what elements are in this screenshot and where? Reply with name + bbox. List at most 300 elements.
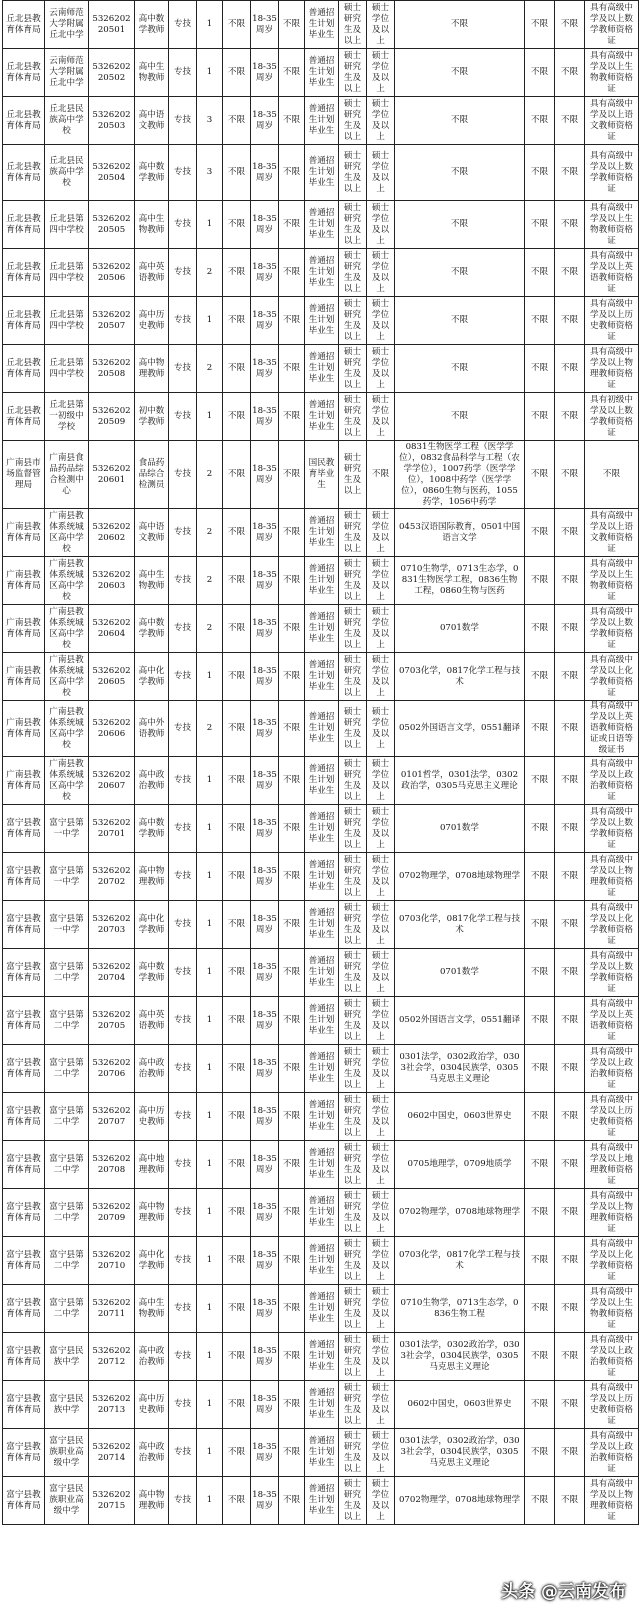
cell-post: 高中数学教师 bbox=[135, 805, 169, 853]
cell-major: 0710生物学，0713生态学，0836生物工程 bbox=[395, 1285, 525, 1333]
cell-political: 不限 bbox=[525, 1, 555, 49]
cell-type: 专技 bbox=[169, 441, 197, 509]
cell-age: 18-35周岁 bbox=[251, 605, 279, 653]
cell-ethnic: 不限 bbox=[223, 509, 251, 557]
cell-edu: 硕士研究生及以上 bbox=[339, 1285, 367, 1333]
cell-degree: 硕士学位及以上 bbox=[367, 1141, 395, 1189]
cell-code: 532620220601 bbox=[89, 441, 135, 509]
cell-edu: 硕士研究生及以上 bbox=[339, 297, 367, 345]
cell-source: 普通招生计划毕业生 bbox=[305, 949, 339, 997]
cell-post: 高中物理教师 bbox=[135, 853, 169, 901]
cell-gender: 不限 bbox=[279, 441, 305, 509]
cell-other: 具有高级中学及以上数学教师资格证 bbox=[585, 1, 639, 49]
cell-dept: 富宁县教育体育局 bbox=[3, 1093, 45, 1141]
cell-major: 不限 bbox=[395, 97, 525, 145]
cell-other: 具有高级中学及以上英语教师资格证 bbox=[585, 997, 639, 1045]
cell-grass: 不限 bbox=[555, 853, 585, 901]
cell-grass: 不限 bbox=[555, 1045, 585, 1093]
cell-gender: 不限 bbox=[279, 201, 305, 249]
cell-other: 具有高级中学及以上政治教师资格证 bbox=[585, 1045, 639, 1093]
cell-gender: 不限 bbox=[279, 345, 305, 393]
cell-other: 具有高级中学及以上英语教师资格证 bbox=[585, 249, 639, 297]
cell-political: 不限 bbox=[525, 1189, 555, 1237]
cell-edu: 硕士研究生及以上 bbox=[339, 1429, 367, 1477]
cell-major: 0301法学，0302政治学，0303社会学，0304民族学，0305马克思主义理论 bbox=[395, 1429, 525, 1477]
cell-source: 普通招生计划毕业生 bbox=[305, 1381, 339, 1429]
cell-dept: 丘北县教育体育局 bbox=[3, 393, 45, 441]
cell-source: 普通招生计划毕业生 bbox=[305, 297, 339, 345]
cell-degree: 硕士学位及以上 bbox=[367, 557, 395, 605]
cell-unit: 富宁县民族职业高级中学 bbox=[45, 1429, 89, 1477]
cell-gender: 不限 bbox=[279, 509, 305, 557]
table-row bbox=[3, 1333, 639, 1381]
cell-unit: 广南县食品药品综合检测中心 bbox=[45, 441, 89, 509]
cell-gender: 不限 bbox=[279, 393, 305, 441]
cell-post: 高中生物教师 bbox=[135, 49, 169, 97]
cell-unit: 富宁县第一中学 bbox=[45, 853, 89, 901]
cell-num: 1 bbox=[197, 1, 223, 49]
table-row bbox=[3, 1, 639, 49]
cell-ethnic: 不限 bbox=[223, 653, 251, 701]
cell-num: 2 bbox=[197, 605, 223, 653]
cell-type: 专技 bbox=[169, 1333, 197, 1381]
cell-num: 1 bbox=[197, 997, 223, 1045]
cell-source: 普通招生计划毕业生 bbox=[305, 605, 339, 653]
cell-unit: 广南县教体系统城区高中学校 bbox=[45, 653, 89, 701]
cell-num: 1 bbox=[197, 901, 223, 949]
cell-major: 0602中国史，0603世界史 bbox=[395, 1093, 525, 1141]
cell-ethnic: 不限 bbox=[223, 701, 251, 757]
cell-ethnic: 不限 bbox=[223, 557, 251, 605]
cell-ethnic: 不限 bbox=[223, 441, 251, 509]
cell-post: 高中政治教师 bbox=[135, 1333, 169, 1381]
cell-gender: 不限 bbox=[279, 1045, 305, 1093]
cell-dept: 广南县教育体育局 bbox=[3, 701, 45, 757]
cell-age: 18-35周岁 bbox=[251, 297, 279, 345]
cell-edu: 硕士研究生及以上 bbox=[339, 441, 367, 509]
cell-major: 0701数学 bbox=[395, 805, 525, 853]
cell-degree: 硕士学位及以上 bbox=[367, 1285, 395, 1333]
cell-num: 1 bbox=[197, 1333, 223, 1381]
cell-ethnic: 不限 bbox=[223, 249, 251, 297]
cell-political: 不限 bbox=[525, 901, 555, 949]
cell-num: 1 bbox=[197, 1381, 223, 1429]
cell-degree: 硕士学位及以上 bbox=[367, 805, 395, 853]
cell-gender: 不限 bbox=[279, 1141, 305, 1189]
cell-political: 不限 bbox=[525, 757, 555, 805]
cell-code: 532620220703 bbox=[89, 901, 135, 949]
cell-edu: 硕士研究生及以上 bbox=[339, 605, 367, 653]
cell-edu: 硕士研究生及以上 bbox=[339, 997, 367, 1045]
cell-major: 不限 bbox=[395, 49, 525, 97]
cell-edu: 硕士研究生及以上 bbox=[339, 249, 367, 297]
cell-grass: 不限 bbox=[555, 949, 585, 997]
cell-major: 不限 bbox=[395, 297, 525, 345]
cell-political: 不限 bbox=[525, 345, 555, 393]
cell-unit: 云南师范大学附属丘北中学 bbox=[45, 1, 89, 49]
cell-gender: 不限 bbox=[279, 805, 305, 853]
cell-type: 专技 bbox=[169, 605, 197, 653]
cell-dept: 富宁县教育体育局 bbox=[3, 1285, 45, 1333]
cell-ethnic: 不限 bbox=[223, 297, 251, 345]
cell-gender: 不限 bbox=[279, 701, 305, 757]
cell-unit: 云南师范大学附属丘北中学 bbox=[45, 49, 89, 97]
cell-unit: 富宁县第二中学 bbox=[45, 1285, 89, 1333]
cell-grass: 不限 bbox=[555, 1093, 585, 1141]
cell-code: 532620220509 bbox=[89, 393, 135, 441]
cell-political: 不限 bbox=[525, 249, 555, 297]
cell-post: 高中历史教师 bbox=[135, 1381, 169, 1429]
cell-source: 普通招生计划毕业生 bbox=[305, 997, 339, 1045]
cell-gender: 不限 bbox=[279, 1093, 305, 1141]
cell-edu: 硕士研究生及以上 bbox=[339, 1333, 367, 1381]
cell-code: 532620220603 bbox=[89, 557, 135, 605]
cell-num: 1 bbox=[197, 393, 223, 441]
cell-dept: 广南县教育体育局 bbox=[3, 557, 45, 605]
cell-degree: 硕士学位及以上 bbox=[367, 509, 395, 557]
cell-code: 532620220706 bbox=[89, 1045, 135, 1093]
cell-grass: 不限 bbox=[555, 297, 585, 345]
cell-other: 具有高级中学及以上政治教师资格证 bbox=[585, 757, 639, 805]
cell-age: 18-35周岁 bbox=[251, 805, 279, 853]
cell-num: 1 bbox=[197, 1045, 223, 1093]
cell-post: 高中化学教师 bbox=[135, 653, 169, 701]
cell-grass: 不限 bbox=[555, 509, 585, 557]
cell-dept: 富宁县教育体育局 bbox=[3, 1141, 45, 1189]
cell-ethnic: 不限 bbox=[223, 145, 251, 201]
cell-unit: 丘北县第四中学校 bbox=[45, 201, 89, 249]
cell-degree: 硕士学位及以上 bbox=[367, 1237, 395, 1285]
cell-age: 18-35周岁 bbox=[251, 145, 279, 201]
cell-political: 不限 bbox=[525, 393, 555, 441]
cell-ethnic: 不限 bbox=[223, 1093, 251, 1141]
cell-major: 0703化学，0817化学工程与技术 bbox=[395, 901, 525, 949]
cell-post: 高中物理教师 bbox=[135, 1477, 169, 1525]
table-row bbox=[3, 1477, 639, 1525]
cell-dept: 丘北县教育体育局 bbox=[3, 145, 45, 201]
cell-age: 18-35周岁 bbox=[251, 653, 279, 701]
cell-edu: 硕士研究生及以上 bbox=[339, 1141, 367, 1189]
cell-age: 18-35周岁 bbox=[251, 1141, 279, 1189]
cell-dept: 富宁县教育体育局 bbox=[3, 1477, 45, 1525]
cell-type: 专技 bbox=[169, 1477, 197, 1525]
cell-edu: 硕士研究生及以上 bbox=[339, 901, 367, 949]
cell-num: 1 bbox=[197, 1141, 223, 1189]
cell-source: 国民教育毕业生 bbox=[305, 441, 339, 509]
cell-code: 532620220602 bbox=[89, 509, 135, 557]
cell-political: 不限 bbox=[525, 1093, 555, 1141]
cell-degree: 硕士学位及以上 bbox=[367, 249, 395, 297]
cell-num: 1 bbox=[197, 1093, 223, 1141]
table-row bbox=[3, 1141, 639, 1189]
cell-political: 不限 bbox=[525, 1045, 555, 1093]
cell-other: 具有高级中学及以上生物教师资格证 bbox=[585, 557, 639, 605]
cell-unit: 富宁县民族中学 bbox=[45, 1333, 89, 1381]
cell-num: 2 bbox=[197, 441, 223, 509]
cell-major: 不限 bbox=[395, 249, 525, 297]
cell-other: 具有高级中学及以上历史教师资格证 bbox=[585, 297, 639, 345]
cell-major: 0702物理学，0708地球物理学 bbox=[395, 1477, 525, 1525]
cell-political: 不限 bbox=[525, 1141, 555, 1189]
cell-code: 532620220713 bbox=[89, 1381, 135, 1429]
cell-grass: 不限 bbox=[555, 1189, 585, 1237]
cell-edu: 硕士研究生及以上 bbox=[339, 1237, 367, 1285]
cell-age: 18-35周岁 bbox=[251, 949, 279, 997]
cell-unit: 广南县教体系统城区高中学校 bbox=[45, 557, 89, 605]
cell-code: 532620220501 bbox=[89, 1, 135, 49]
cell-dept: 富宁县教育体育局 bbox=[3, 1381, 45, 1429]
cell-age: 18-35周岁 bbox=[251, 757, 279, 805]
cell-code: 532620220707 bbox=[89, 1093, 135, 1141]
cell-gender: 不限 bbox=[279, 853, 305, 901]
cell-other: 具有高级中学及以上化学教师资格证 bbox=[585, 901, 639, 949]
cell-source: 普通招生计划毕业生 bbox=[305, 201, 339, 249]
cell-major: 0301法学，0302政治学，0303社会学，0304民族学，0305马克思主义理论 bbox=[395, 1333, 525, 1381]
table-row bbox=[3, 49, 639, 97]
cell-code: 532620220506 bbox=[89, 249, 135, 297]
cell-age: 18-35周岁 bbox=[251, 441, 279, 509]
cell-ethnic: 不限 bbox=[223, 1237, 251, 1285]
cell-code: 532620220708 bbox=[89, 1141, 135, 1189]
cell-num: 1 bbox=[197, 1429, 223, 1477]
cell-dept: 广南县教育体育局 bbox=[3, 509, 45, 557]
cell-unit: 富宁县第一中学 bbox=[45, 901, 89, 949]
cell-type: 专技 bbox=[169, 701, 197, 757]
cell-unit: 丘北县第四中学校 bbox=[45, 249, 89, 297]
cell-unit: 富宁县第二中学 bbox=[45, 1141, 89, 1189]
cell-num: 1 bbox=[197, 949, 223, 997]
cell-unit: 广南县教体系统城区高中学校 bbox=[45, 701, 89, 757]
cell-source: 普通招生计划毕业生 bbox=[305, 853, 339, 901]
cell-source: 普通招生计划毕业生 bbox=[305, 145, 339, 201]
cell-other: 具有高级中学及以上数学教师资格证 bbox=[585, 145, 639, 201]
cell-grass: 不限 bbox=[555, 1477, 585, 1525]
cell-grass: 不限 bbox=[555, 393, 585, 441]
cell-ethnic: 不限 bbox=[223, 853, 251, 901]
cell-source: 普通招生计划毕业生 bbox=[305, 1093, 339, 1141]
cell-other: 具有高级中学及以上数学教师资格证 bbox=[585, 605, 639, 653]
cell-num: 1 bbox=[197, 1477, 223, 1525]
cell-age: 18-35周岁 bbox=[251, 1237, 279, 1285]
cell-age: 18-35周岁 bbox=[251, 997, 279, 1045]
cell-type: 专技 bbox=[169, 509, 197, 557]
cell-political: 不限 bbox=[525, 1477, 555, 1525]
table-row bbox=[3, 853, 639, 901]
cell-dept: 富宁县教育体育局 bbox=[3, 853, 45, 901]
cell-post: 高中外语教师 bbox=[135, 701, 169, 757]
cell-degree: 硕士学位及以上 bbox=[367, 393, 395, 441]
cell-gender: 不限 bbox=[279, 949, 305, 997]
cell-source: 普通招生计划毕业生 bbox=[305, 1429, 339, 1477]
cell-age: 18-35周岁 bbox=[251, 1477, 279, 1525]
cell-unit: 丘北县民族高中学校 bbox=[45, 97, 89, 145]
cell-political: 不限 bbox=[525, 441, 555, 509]
cell-source: 普通招生计划毕业生 bbox=[305, 1045, 339, 1093]
cell-source: 普通招生计划毕业生 bbox=[305, 1237, 339, 1285]
cell-grass: 不限 bbox=[555, 441, 585, 509]
cell-grass: 不限 bbox=[555, 901, 585, 949]
cell-gender: 不限 bbox=[279, 145, 305, 201]
cell-political: 不限 bbox=[525, 853, 555, 901]
cell-other: 具有高级中学及以上语文教师资格证 bbox=[585, 509, 639, 557]
cell-gender: 不限 bbox=[279, 297, 305, 345]
cell-type: 专技 bbox=[169, 393, 197, 441]
cell-source: 普通招生计划毕业生 bbox=[305, 1141, 339, 1189]
cell-degree: 硕士学位及以上 bbox=[367, 1, 395, 49]
cell-grass: 不限 bbox=[555, 757, 585, 805]
cell-political: 不限 bbox=[525, 557, 555, 605]
cell-post: 高中地理教师 bbox=[135, 1141, 169, 1189]
cell-other: 具有高级中学及以上地理教师资格证 bbox=[585, 1141, 639, 1189]
cell-dept: 富宁县教育体育局 bbox=[3, 1237, 45, 1285]
cell-code: 532620220604 bbox=[89, 605, 135, 653]
cell-gender: 不限 bbox=[279, 249, 305, 297]
cell-political: 不限 bbox=[525, 653, 555, 701]
cell-other: 具有高级中学及以上语文教师资格证 bbox=[585, 97, 639, 145]
cell-edu: 硕士研究生及以上 bbox=[339, 1189, 367, 1237]
cell-code: 532620220605 bbox=[89, 653, 135, 701]
cell-num: 1 bbox=[197, 653, 223, 701]
table-row bbox=[3, 297, 639, 345]
cell-dept: 富宁县教育体育局 bbox=[3, 1429, 45, 1477]
table-row bbox=[3, 145, 639, 201]
cell-ethnic: 不限 bbox=[223, 49, 251, 97]
cell-edu: 硕士研究生及以上 bbox=[339, 757, 367, 805]
cell-edu: 硕士研究生及以上 bbox=[339, 701, 367, 757]
table-row bbox=[3, 949, 639, 997]
cell-gender: 不限 bbox=[279, 1189, 305, 1237]
cell-source: 普通招生计划毕业生 bbox=[305, 805, 339, 853]
cell-grass: 不限 bbox=[555, 701, 585, 757]
cell-degree: 硕士学位及以上 bbox=[367, 949, 395, 997]
cell-other: 具有高级中学及以上化学教师资格证 bbox=[585, 1237, 639, 1285]
cell-age: 18-35周岁 bbox=[251, 1429, 279, 1477]
cell-age: 18-35周岁 bbox=[251, 345, 279, 393]
cell-unit: 富宁县民族中学 bbox=[45, 1381, 89, 1429]
cell-other: 具有高级中学及以上政治教师资格证 bbox=[585, 1429, 639, 1477]
cell-dept: 丘北县教育体育局 bbox=[3, 49, 45, 97]
table-row bbox=[3, 393, 639, 441]
cell-degree: 硕士学位及以上 bbox=[367, 1333, 395, 1381]
cell-edu: 硕士研究生及以上 bbox=[339, 653, 367, 701]
cell-age: 18-35周岁 bbox=[251, 1045, 279, 1093]
cell-code: 532620220701 bbox=[89, 805, 135, 853]
cell-grass: 不限 bbox=[555, 1, 585, 49]
cell-major: 0702物理学，0708地球物理学 bbox=[395, 1189, 525, 1237]
cell-type: 专技 bbox=[169, 949, 197, 997]
cell-political: 不限 bbox=[525, 805, 555, 853]
table-row bbox=[3, 805, 639, 853]
cell-dept: 富宁县教育体育局 bbox=[3, 997, 45, 1045]
cell-num: 2 bbox=[197, 509, 223, 557]
cell-num: 1 bbox=[197, 201, 223, 249]
cell-source: 普通招生计划毕业生 bbox=[305, 249, 339, 297]
cell-political: 不限 bbox=[525, 1333, 555, 1381]
cell-unit: 富宁县第二中学 bbox=[45, 997, 89, 1045]
cell-age: 18-35周岁 bbox=[251, 853, 279, 901]
cell-degree: 硕士学位及以上 bbox=[367, 653, 395, 701]
cell-ethnic: 不限 bbox=[223, 1285, 251, 1333]
cell-degree: 硕士学位及以上 bbox=[367, 1045, 395, 1093]
table-row bbox=[3, 701, 639, 757]
cell-political: 不限 bbox=[525, 201, 555, 249]
cell-age: 18-35周岁 bbox=[251, 557, 279, 605]
cell-unit: 广南县教体系统城区高中学校 bbox=[45, 605, 89, 653]
cell-dept: 富宁县教育体育局 bbox=[3, 1189, 45, 1237]
cell-other: 具有高级中学及以上物理教师资格证 bbox=[585, 1189, 639, 1237]
cell-major: 0502外国语言文学，0551翻译 bbox=[395, 701, 525, 757]
cell-age: 18-35周岁 bbox=[251, 701, 279, 757]
cell-num: 2 bbox=[197, 345, 223, 393]
cell-post: 食品药品综合检测员 bbox=[135, 441, 169, 509]
cell-political: 不限 bbox=[525, 997, 555, 1045]
cell-dept: 富宁县教育体育局 bbox=[3, 1045, 45, 1093]
cell-post: 高中语文教师 bbox=[135, 97, 169, 145]
cell-gender: 不限 bbox=[279, 901, 305, 949]
cell-unit: 丘北县第一初级中学校 bbox=[45, 393, 89, 441]
table-row bbox=[3, 757, 639, 805]
cell-source: 普通招生计划毕业生 bbox=[305, 901, 339, 949]
cell-gender: 不限 bbox=[279, 49, 305, 97]
cell-num: 1 bbox=[197, 1285, 223, 1333]
cell-age: 18-35周岁 bbox=[251, 1381, 279, 1429]
cell-grass: 不限 bbox=[555, 557, 585, 605]
cell-grass: 不限 bbox=[555, 1141, 585, 1189]
cell-age: 18-35周岁 bbox=[251, 393, 279, 441]
cell-code: 532620220606 bbox=[89, 701, 135, 757]
cell-political: 不限 bbox=[525, 509, 555, 557]
cell-num: 3 bbox=[197, 97, 223, 145]
cell-gender: 不限 bbox=[279, 653, 305, 701]
cell-grass: 不限 bbox=[555, 1237, 585, 1285]
cell-post: 高中数学教师 bbox=[135, 1, 169, 49]
cell-edu: 硕士研究生及以上 bbox=[339, 345, 367, 393]
cell-dept: 富宁县教育体育局 bbox=[3, 805, 45, 853]
table-row bbox=[3, 997, 639, 1045]
cell-dept: 丘北县教育体育局 bbox=[3, 201, 45, 249]
cell-major: 0701数学 bbox=[395, 605, 525, 653]
cell-major: 0710生物学，0713生态学，0831生物医学工程，0836生物工程，0860生物与医药 bbox=[395, 557, 525, 605]
cell-degree: 硕士学位及以上 bbox=[367, 853, 395, 901]
cell-type: 专技 bbox=[169, 1285, 197, 1333]
cell-dept: 广南县教育体育局 bbox=[3, 757, 45, 805]
cell-type: 专技 bbox=[169, 97, 197, 145]
cell-code: 532620220704 bbox=[89, 949, 135, 997]
cell-political: 不限 bbox=[525, 605, 555, 653]
table-row bbox=[3, 509, 639, 557]
cell-major: 0453汉语国际教育，0501中国语言文学 bbox=[395, 509, 525, 557]
cell-source: 普通招生计划毕业生 bbox=[305, 393, 339, 441]
cell-post: 高中物理教师 bbox=[135, 1189, 169, 1237]
cell-type: 专技 bbox=[169, 49, 197, 97]
cell-post: 高中化学教师 bbox=[135, 901, 169, 949]
cell-source: 普通招生计划毕业生 bbox=[305, 1285, 339, 1333]
cell-political: 不限 bbox=[525, 1285, 555, 1333]
cell-code: 532620220508 bbox=[89, 345, 135, 393]
cell-type: 专技 bbox=[169, 1093, 197, 1141]
cell-type: 专技 bbox=[169, 1237, 197, 1285]
cell-ethnic: 不限 bbox=[223, 1141, 251, 1189]
table-row bbox=[3, 97, 639, 145]
cell-gender: 不限 bbox=[279, 1381, 305, 1429]
table-row bbox=[3, 557, 639, 605]
cell-num: 1 bbox=[197, 757, 223, 805]
cell-ethnic: 不限 bbox=[223, 1429, 251, 1477]
cell-post: 高中语文教师 bbox=[135, 509, 169, 557]
cell-political: 不限 bbox=[525, 49, 555, 97]
cell-grass: 不限 bbox=[555, 201, 585, 249]
table-row bbox=[3, 901, 639, 949]
